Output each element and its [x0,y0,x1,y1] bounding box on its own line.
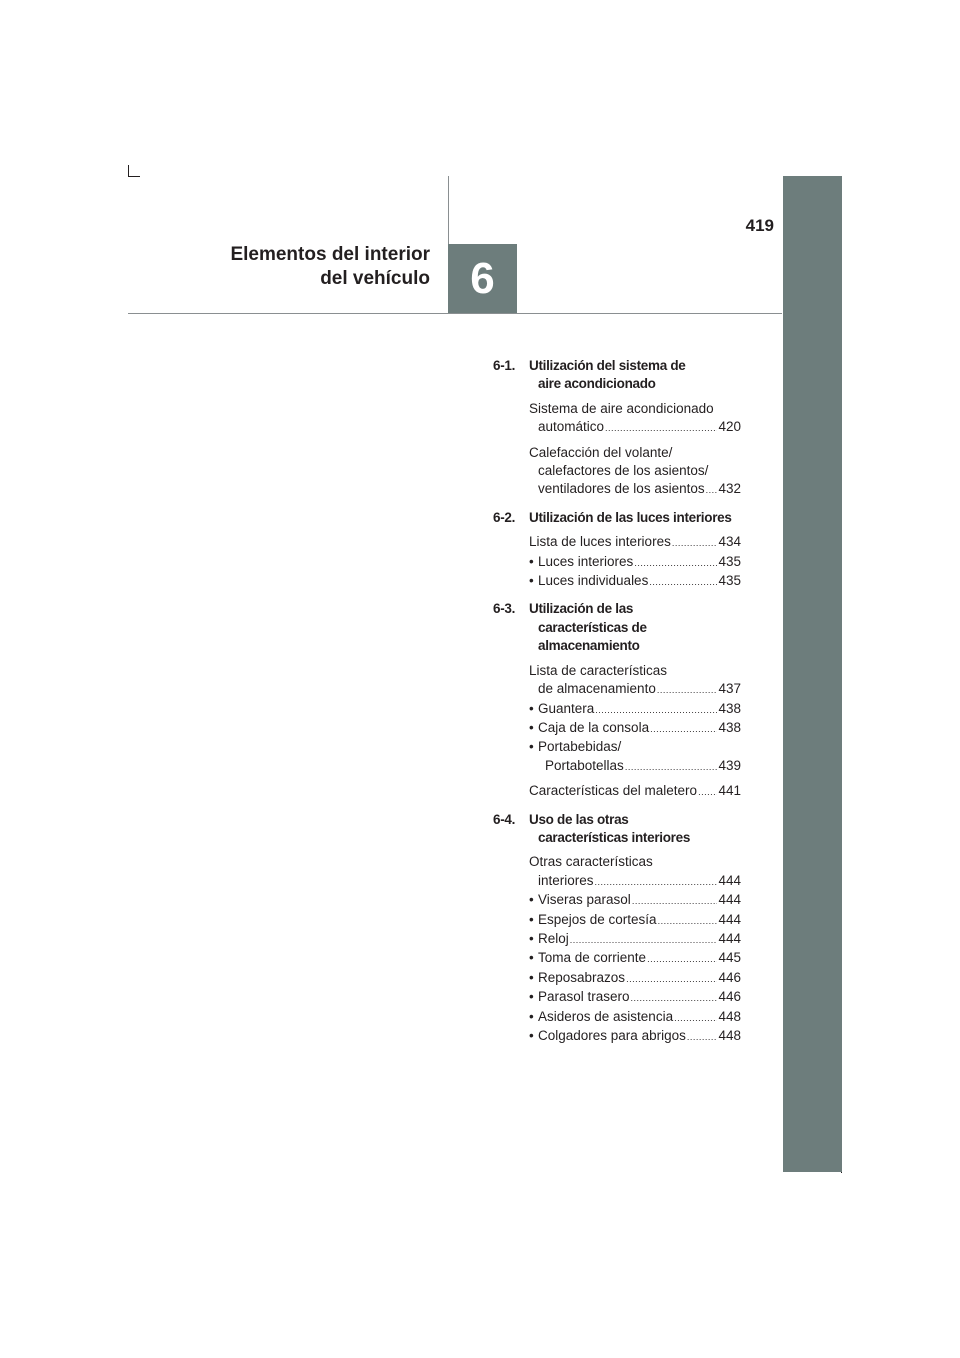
toc-subentry-label: Parasol trasero [538,989,630,1005]
bullet-icon: • [529,911,534,927]
toc-subentry-page-number: 438 [718,700,741,716]
toc-subentry [529,700,741,719]
crop-mark-top-left-h [128,176,140,177]
toc-section-heading [493,811,741,848]
chapter-title-line1: Elementos del interior [230,244,430,265]
leader-dots [626,969,717,988]
leader-dots [672,533,718,552]
bullet-icon: • [529,1028,534,1043]
toc-section-heading [493,509,741,527]
toc-subentry-page-number: 445 [718,950,741,966]
toc-entry-leader-line [529,872,741,891]
toc-section-title-line: almacenamiento [538,638,640,654]
toc-subentry-page-number: 435 [718,553,741,569]
bullet-icon: • [529,573,534,589]
chapter-number: 6 [470,253,495,303]
toc-subentry-page-number: 444 [718,911,741,927]
toc-subentry [529,969,741,988]
toc-entry-page-number: 434 [718,534,741,550]
leader-dots [625,757,718,776]
toc-subentry-leader-line [538,969,741,988]
toc-entry-label: de almacenamiento [538,681,656,697]
toc-subentry-label: Espejos de cortesía [538,911,657,927]
toc-entry-text: Sistema de aire acondicionado [529,400,714,416]
toc-subentry-leader-line [538,1027,741,1046]
leader-dots [595,700,717,719]
toc-subentry [529,738,741,776]
leader-dots [634,553,717,572]
toc-section-title-line: características interiores [538,829,691,845]
toc-entry-label: automático [538,419,605,435]
chapter-title [230,243,430,291]
chapter-number-box [448,244,517,313]
table-of-contents [493,357,741,1046]
leader-dots [632,891,718,910]
toc-entry [529,662,741,700]
toc-subentry-leader-line [538,1008,741,1027]
toc-entry-leader-line [529,418,741,437]
bullet-icon: • [529,892,534,908]
toc-subentry-page-number: 438 [718,719,741,735]
toc-section-title-line: aire acondicionado [538,376,656,392]
toc-subentry-label: Viseras parasol [538,892,631,908]
toc-subentry [529,572,741,591]
crop-mark-top-left-v [128,165,129,177]
toc-subentry [529,988,741,1007]
toc-subentry-page-number: 444 [718,930,741,946]
leader-dots [631,988,718,1007]
bullet-icon: • [529,930,534,946]
toc-subentry [529,719,741,738]
toc-subentry [529,553,741,572]
toc-subentry-text: Portabebidas/ [538,739,622,755]
toc-entry-leader-line [529,533,741,552]
leader-dots [570,930,718,949]
toc-subentry-label: Luces individuales [538,573,649,589]
leader-dots [657,680,718,699]
toc-subentry-label: Guantera [538,700,595,716]
toc-subentry-leader-line [538,572,741,591]
leader-dots [706,480,718,499]
toc-subentry-label: Asideros de asistencia [538,1008,674,1024]
page-number: 419 [745,216,774,235]
toc-section-heading [493,600,741,655]
toc-entry [529,444,741,500]
toc-subentry-leader-line [538,553,741,572]
toc-subentry-page-number: 439 [718,757,741,773]
toc-section-title [529,509,732,527]
toc-entry-page-number: 432 [718,481,741,497]
toc-subentry-label: Portabotellas [545,757,624,773]
leader-dots [674,1008,717,1027]
toc-entry-label: Características del maletero [529,783,698,799]
toc-entry-leader-line [529,680,741,699]
toc-entry [529,782,741,801]
leader-dots [649,572,717,591]
toc-subentry-page-number: 446 [718,989,741,1005]
toc-subentry-label: Reloj [538,930,569,946]
toc-subentry-label: Caja de la consola [538,719,650,735]
toc-entry [529,533,741,552]
bullet-icon: • [529,950,534,966]
toc-entry-page-number: 437 [718,681,741,697]
toc-subentry-page-number: 435 [718,573,741,589]
toc-subentry-page-number: 448 [718,1028,741,1043]
toc-entry-page-number: 444 [718,872,741,888]
chapter-tab-strip [783,176,842,1172]
toc-entry-text: calefactores de los asientos/ [538,463,709,479]
toc-subentry-label: Toma de corriente [538,950,647,966]
toc-entry [529,400,741,438]
toc-subentry-leader-line [538,911,741,930]
toc-section-title-line: características de [538,619,647,635]
leader-dots [595,872,718,891]
toc-section-number: 6-3. [493,601,516,617]
toc-subentry [529,891,741,910]
toc-subentry [529,911,741,930]
bullet-icon: • [529,1008,534,1024]
toc-subentry-leader-line [538,757,741,776]
toc-subentry-leader-line [538,988,741,1007]
header-divider-horizontal [128,313,782,314]
toc-section-title-line: Utilización de las luces interiores [529,509,732,525]
toc-subentry-label: Colgadores para abrigos [538,1028,686,1043]
bullet-icon: • [529,739,534,755]
leader-dots [650,719,717,738]
toc-entry-page-number: 420 [718,419,741,435]
leader-dots [647,949,717,968]
toc-entry-text: Lista de características [529,662,668,678]
toc-subentry [529,1027,741,1046]
toc-subentry-page-number: 444 [718,892,741,908]
chapter-title-line2: del vehículo [320,268,430,289]
toc-entry-label: ventiladores de los asientos [538,481,705,497]
toc-subentry-leader-line [538,891,741,910]
toc-subentry-leader-line [538,700,741,719]
toc-entry-page-number: 441 [718,783,741,799]
toc-entry-text: Otras características [529,854,653,870]
toc-section-heading [493,357,741,394]
toc-subentry [529,1008,741,1027]
toc-entry-leader-line [529,480,741,499]
toc-section-title-line: Uso de las otras [529,811,629,827]
toc-entry-leader-line [529,782,741,801]
toc-entry [529,853,741,891]
leader-dots [687,1027,718,1046]
toc-section-title-line: Utilización del sistema de [529,358,686,373]
toc-section-title [529,600,647,655]
toc-subentry-page-number: 448 [718,1008,741,1024]
toc-entry-text: Calefacción del volante/ [529,444,673,460]
toc-section-title [529,357,686,394]
toc-section-title-line: Utilización de las [529,601,634,617]
toc-subentry [529,949,741,968]
toc-entry-label: Lista de luces interiores [529,534,671,550]
toc-subentry [529,930,741,949]
toc-subentry-leader-line [538,719,741,738]
toc-subentry-leader-line [538,949,741,968]
toc-section-number: 6-2. [493,509,516,525]
leader-dots [658,911,718,930]
toc-section-number: 6-4. [493,811,516,827]
toc-section-title [529,811,690,848]
leader-dots [605,418,717,437]
toc-subentry-leader-line [538,930,741,949]
bullet-icon: • [529,989,534,1005]
bullet-icon: • [529,700,534,716]
bullet-icon: • [529,969,534,985]
bullet-icon: • [529,553,534,569]
bullet-icon: • [529,719,534,735]
toc-subentry-label: Luces interiores [538,553,634,569]
toc-section-number: 6-1. [493,358,516,373]
toc-subentry-page-number: 446 [718,969,741,985]
leader-dots [698,782,717,801]
toc-entry-label: interiores [538,872,594,888]
toc-subentry-label: Reposabrazos [538,969,626,985]
